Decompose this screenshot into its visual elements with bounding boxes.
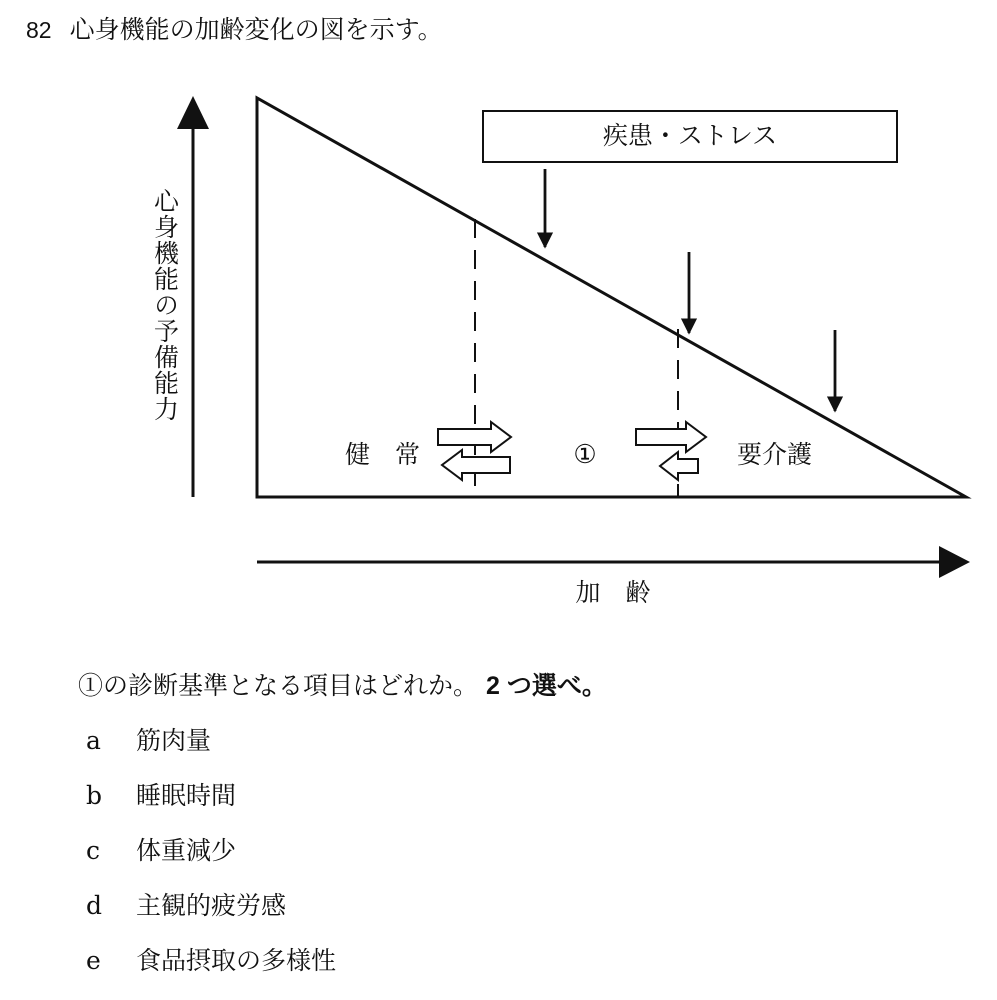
question-number: 82 xyxy=(26,17,52,43)
choice-b[interactable] xyxy=(86,779,336,834)
choice-c[interactable] xyxy=(86,834,336,889)
choice-text: 体重減少 xyxy=(136,836,237,865)
choice-text: 睡眠時間 xyxy=(136,781,237,810)
choice-count-instruction: 2 つ選べ。 xyxy=(486,672,607,700)
care-backward-arrow-icon xyxy=(660,452,698,480)
middle-stage-label: ① xyxy=(573,440,597,470)
answer-choices xyxy=(86,724,336,999)
question-stem-text: ①の診断基準となる項目はどれか。 xyxy=(78,671,479,700)
choice-letter: e xyxy=(86,946,101,975)
choice-letter: d xyxy=(86,891,103,920)
choice-a[interactable] xyxy=(86,724,336,779)
choice-text: 主観的疲労感 xyxy=(136,891,287,920)
choice-letter: c xyxy=(86,836,101,865)
choice-e[interactable] xyxy=(86,944,336,999)
choice-letter: b xyxy=(86,781,103,810)
healthy-stage-label: 健 常 xyxy=(345,440,421,469)
y-axis-label: 心身機能の予備能力 xyxy=(150,188,180,422)
choice-d[interactable] xyxy=(86,889,336,944)
care-forward-arrow-icon xyxy=(636,422,706,452)
y-axis-arrowhead xyxy=(177,96,209,129)
choice-text: 筋肉量 xyxy=(136,726,212,755)
event-box-label: 疾患・ストレス xyxy=(602,121,778,150)
care-stage-label: 要介護 xyxy=(737,440,813,469)
choice-letter: a xyxy=(86,726,101,755)
question-title: 心身機能の加齢変化の図を示す。 xyxy=(69,15,443,44)
x-axis-label: 加 齢 xyxy=(575,578,651,607)
question-stem xyxy=(78,669,607,703)
x-axis-arrowhead xyxy=(939,546,970,578)
choice-text: 食品摂取の多様性 xyxy=(136,946,337,975)
